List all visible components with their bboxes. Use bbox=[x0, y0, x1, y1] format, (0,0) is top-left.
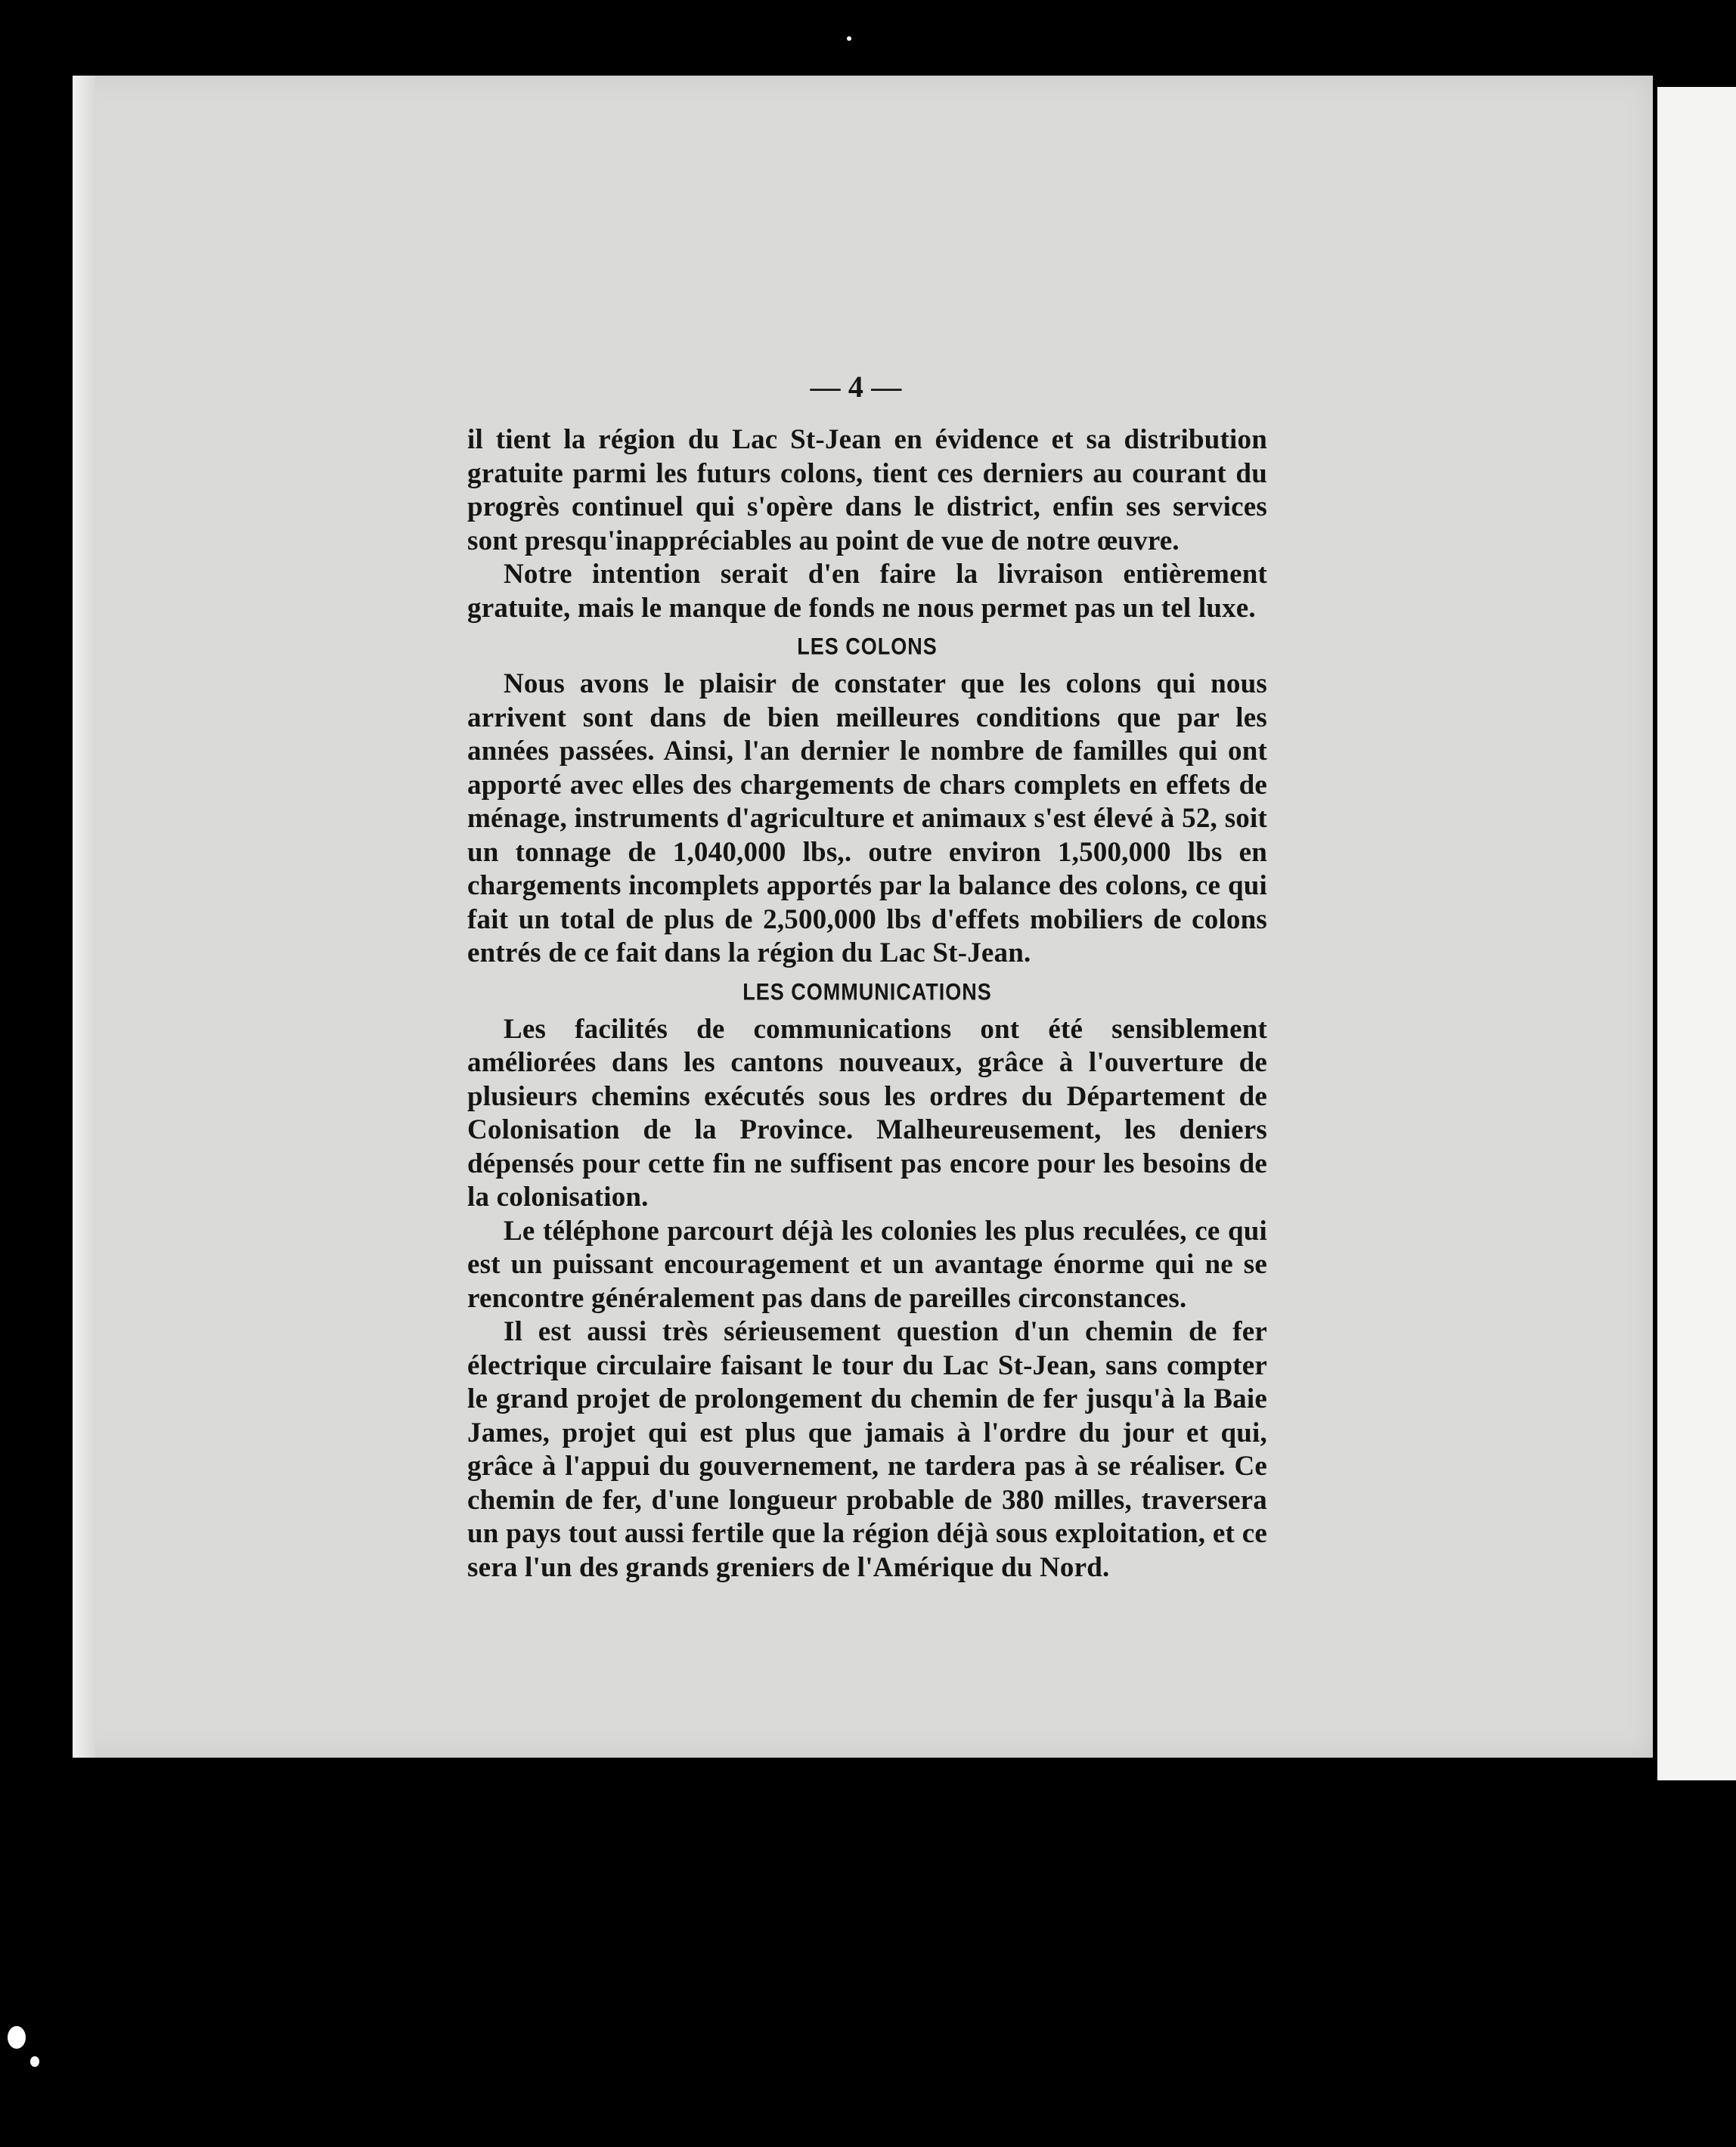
colons-paragraph: Nous avons le plaisir de constater que les colons qui nous arrivent sont dans de bien meilleures conditions que par les années passées. Ainsi, l'an dernier le nombre de familles qui ont apporté avec elles des chargements de chars complets en effets de ménage, instruments d'agriculture et animaux s'est élevé à 52, soit un tonnage de 1,040,000 lbs,. outre environ 1,500,000 lbs en chargements incomplets apportés par la balance des colons, ce qui fait un total de plus de 2,500,000 lbs d'effets mobiliers de colons entrés de ce fait dans la région du Lac St-Jean. bbox=[467, 668, 1267, 968]
section-heading-communications: LES COMMUNICATIONS bbox=[742, 978, 992, 1005]
page-left-edge bbox=[73, 76, 95, 1758]
communications-paragraph-3: Il est aussi très sérieusement question d'un chemin de fer électrique circulaire faisant le tour du Lac St-Jean, sans compter le grand projet de prolongement du chemin de fer jusqu'à la Baie James, projet qui est plus que jamais à l'ordre du jour et qui, grâce à l'appui du gouvernement, ne tardera pas à se réaliser. Ce chemin de fer, d'une longueur probable de 380 milles, traversera un pays tout aussi fertile que la région déjà sous exploitation, et ce sera l'un des grands greniers de l'Amérique du Nord. bbox=[467, 1316, 1267, 1583]
scan-speck bbox=[8, 2026, 26, 2049]
section-heading-colons: LES COLONS bbox=[797, 633, 938, 660]
communications-paragraph-2: Le téléphone parcourt déjà les colonies les plus reculées, ce qui est un puissant encouragement et un avantage énorme qui ne se rencontre généralement pas dans de pareilles circonstances. bbox=[467, 1215, 1267, 1314]
document-body bbox=[467, 370, 1267, 1585]
communications-paragraph-1: Les facilités de communications ont été sensiblement améliorées dans les cantons nouveaux, grâce à l'ouverture de plusieurs chemins exécutés sous les ordres du Département de Colonisation de la Province. Malheureusement, les deniers dépensés pour cette fin ne suffisent pas encore pour les besoins de la colonisation. bbox=[467, 1013, 1267, 1213]
intro-paragraph-1: il tient la région du Lac St-Jean en évidence et sa distribution gratuite parmi les futurs colons, tient ces derniers au courant du progrès continuel qui s'opère dans le district, enfin ses services sont presqu'inappréciables au point de vue de notre œuvre. bbox=[467, 424, 1267, 556]
scan-speck bbox=[847, 36, 851, 41]
page-number: — 4 — bbox=[810, 370, 902, 404]
scan-speck bbox=[30, 2056, 39, 2067]
intro-paragraph-2: Notre intention serait d'en faire la livraison entièrement gratuite, mais le manque de fonds ne nous permet pas un tel luxe. bbox=[467, 559, 1267, 624]
adjacent-page-edge bbox=[1657, 87, 1736, 1780]
